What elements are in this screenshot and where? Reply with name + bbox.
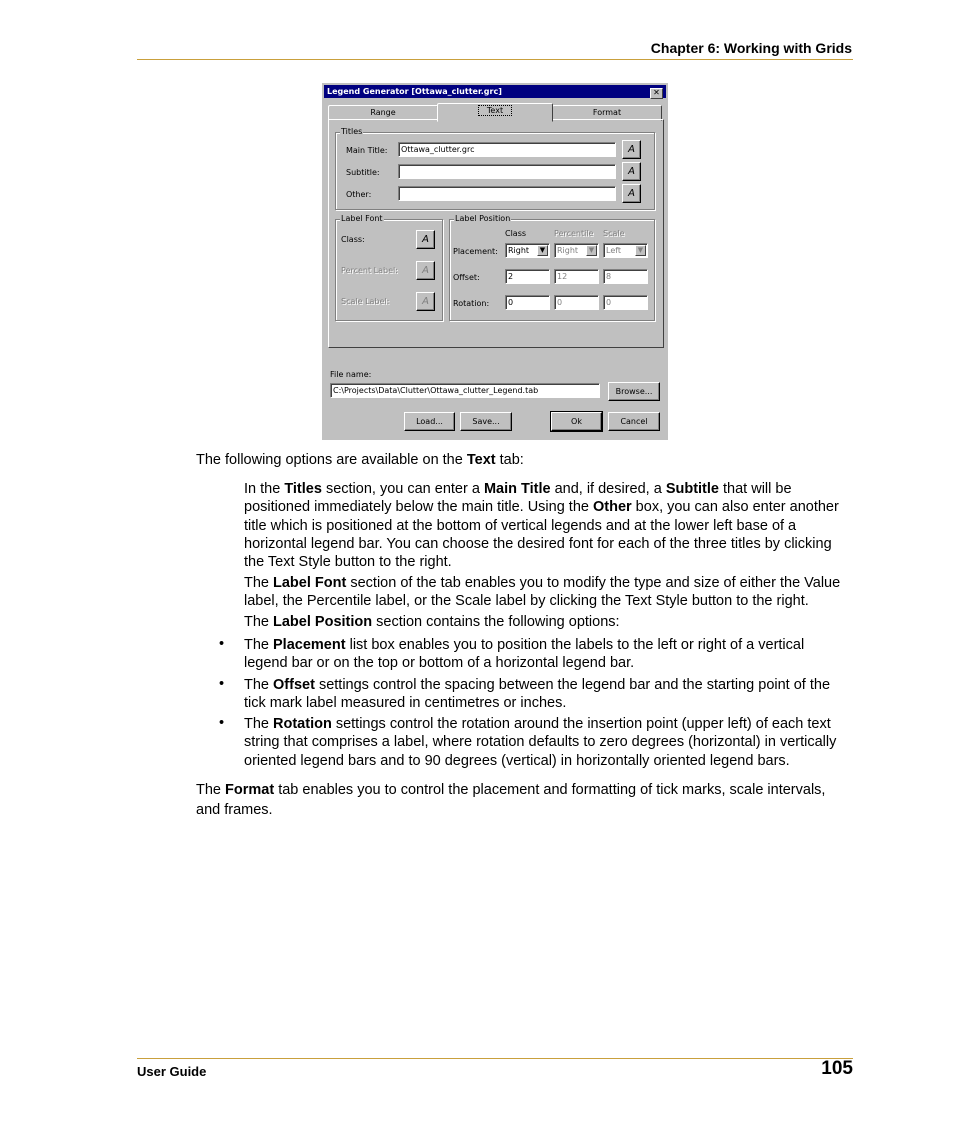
rotation-percentile-input[interactable]: 0 (554, 295, 599, 310)
chevron-down-icon[interactable]: ▼ (635, 245, 646, 256)
bullet: • (219, 715, 225, 731)
label-position-paragraph (244, 613, 620, 631)
p1-text: In the (244, 481, 285, 497)
label-font-group (335, 214, 443, 321)
placement-percentile-select[interactable] (554, 243, 599, 258)
b1-text: The (244, 637, 274, 653)
chevron-down-icon[interactable]: ▼ (537, 245, 548, 256)
p4-bold: Format (225, 782, 275, 798)
p1-line: title which is positioned at the bottom of vertical legends and at the lower left base of a (244, 517, 797, 534)
p1-text: positioned immediately below the main title. Using the (244, 499, 593, 516)
intro-paragraph (196, 451, 524, 469)
p2-text: section of the tab enables you to modify the type and size of either the Value (346, 575, 841, 591)
other-text-style-icon[interactable]: A (622, 184, 641, 203)
scale-label-font-label: Scale Label: (341, 297, 390, 306)
placement-percentile-value: Right (557, 246, 579, 255)
browse-button[interactable]: Browse... (608, 382, 660, 401)
p4-line: and frames. (196, 802, 273, 818)
b2-text: The (244, 677, 274, 693)
rotation-scale-input[interactable]: 0 (603, 295, 648, 310)
tab-range-label: Range (370, 108, 396, 117)
label-position-group-label: Label Position (455, 214, 511, 223)
offset-scale-input[interactable]: 8 (603, 269, 648, 284)
p3-bold: Label Position (273, 614, 373, 630)
class-font-label: Class: (341, 235, 365, 244)
p1-bold-other: Other (592, 499, 632, 516)
p1-bold-titles: Titles (284, 481, 322, 497)
titles-paragraph (244, 480, 839, 571)
chevron-down-icon[interactable]: ▼ (586, 245, 597, 256)
offset-label: Offset: (453, 273, 480, 282)
save-button[interactable]: Save... (460, 412, 512, 431)
tab-text-label: Text (478, 105, 512, 116)
b3-bold: Rotation (273, 716, 332, 732)
tab-format-label: Format (592, 108, 622, 117)
p1-bold-subtitle: Subtitle (665, 481, 719, 497)
b2-line: tick mark label measured in centimetres or inches. (244, 695, 567, 712)
titles-group-label: Titles (341, 127, 363, 136)
other-label: Other: (346, 190, 372, 199)
dialog-title: Legend Generator [Ottawa_clutter.grc] (327, 87, 502, 96)
offset-percentile-input[interactable]: 12 (554, 269, 599, 284)
header-rule (137, 59, 853, 60)
p1-text: that will be (718, 481, 792, 497)
p2-bold: Label Font (273, 575, 347, 591)
close-icon[interactable]: ✕ (650, 88, 663, 99)
p1-text: section, you can enter a (321, 481, 484, 497)
label-font-paragraph (244, 574, 840, 611)
placement-scale-select[interactable] (603, 243, 648, 258)
p1-text: box, you can also enter another (631, 499, 839, 516)
rotation-bullet (244, 715, 836, 770)
cancel-button[interactable]: Cancel (608, 412, 660, 431)
offset-bullet (244, 676, 830, 713)
col-scale-header: Scale (603, 229, 625, 238)
placement-bullet (244, 636, 804, 673)
intro-text-end: tab: (495, 452, 524, 468)
label-position-group (449, 214, 655, 321)
main-title-input[interactable]: Ottawa_clutter.grc (398, 142, 616, 157)
p1-bold-main-title: Main Title (483, 481, 551, 497)
placement-class-select[interactable] (505, 243, 550, 258)
percent-label-font-label: Percent Label: (341, 266, 398, 275)
file-name-input[interactable]: C:\Projects\Data\Clutter\Ottawa_clutter_Legend.tab (330, 383, 600, 398)
subtitle-input[interactable] (398, 164, 616, 179)
b3-text: settings control the rotation around the insertion point (upper left) of each text (331, 716, 831, 732)
main-title-text-style-icon[interactable]: A (622, 140, 641, 159)
footer-rule (137, 1058, 853, 1059)
b3-text: The (244, 716, 274, 732)
offset-class-input[interactable]: 2 (505, 269, 550, 284)
class-font-text-style-icon[interactable]: A (416, 230, 435, 249)
p4-text: tab enables you to control the placement and formatting of tick marks, scale intervals, (274, 782, 826, 798)
titles-group (335, 127, 655, 210)
intro-bold: Text (466, 452, 496, 468)
page-number: 105 (821, 1058, 853, 1079)
footer-title: User Guide (137, 1064, 207, 1079)
p3-text: section contains the following options: (372, 614, 620, 630)
main-title-label: Main Title: (346, 146, 388, 155)
col-class-header: Class (505, 229, 527, 238)
placement-label: Placement: (453, 247, 498, 256)
p1-text: and, if desired, a (550, 481, 666, 497)
placement-class-value: Right (508, 246, 530, 255)
b3-line: oriented legend bars and to 90 degrees (vertical) in horizontally oriented legend bars. (244, 752, 790, 769)
file-name-label: File name: (330, 370, 372, 379)
chapter-header: Chapter 6: Working with Grids (650, 40, 852, 56)
b1-line: legend bar or on the top or bottom of a horizontal legend bar. (244, 655, 635, 672)
other-input[interactable] (398, 186, 616, 201)
p1-line: the Text Style button to the right. (244, 554, 452, 571)
scale-font-text-style-icon[interactable]: A (416, 292, 435, 311)
b1-text: list box enables you to position the labels to the left or right of a vertical (345, 637, 805, 653)
tab-panel-text (328, 119, 664, 348)
p1-line: horizontal legend bar. You can choose the desired font for each of the three titles by clicking (244, 535, 832, 552)
p3-text: The (244, 614, 274, 630)
load-button[interactable]: Load... (404, 412, 455, 431)
rotation-label: Rotation: (453, 299, 490, 308)
ok-button[interactable]: Ok (551, 412, 602, 431)
label-font-group-label: Label Font (341, 214, 383, 223)
p2-line: label, the Percentile label, or the Scale label by clicking the Text Style button to the right. (244, 593, 809, 610)
intro-text: The following options are available on the (196, 452, 467, 468)
b3-line: string that comprises a label, where rotation defaults to zero degrees (horizontal) in vertically (244, 734, 837, 751)
p2-text: The (244, 575, 274, 591)
b1-bold: Placement (273, 637, 346, 653)
bullet: • (219, 676, 225, 692)
tab-text[interactable] (437, 103, 553, 122)
col-percentile-header: Percentile (554, 229, 594, 238)
percent-font-text-style-icon[interactable]: A (416, 261, 435, 280)
placement-scale-value: Left (606, 246, 622, 255)
subtitle-text-style-icon[interactable]: A (622, 162, 641, 181)
subtitle-label: Subtitle: (346, 168, 380, 177)
b2-bold: Offset (273, 677, 315, 693)
legend-generator-dialog (322, 83, 668, 440)
rotation-class-input[interactable]: 0 (505, 295, 550, 310)
format-paragraph (196, 780, 825, 820)
p4-text: The (196, 782, 226, 798)
b2-text: settings control the spacing between the legend bar and the starting point of the (314, 677, 831, 693)
bullet: • (219, 636, 225, 652)
dialog-title-bar (324, 85, 666, 98)
